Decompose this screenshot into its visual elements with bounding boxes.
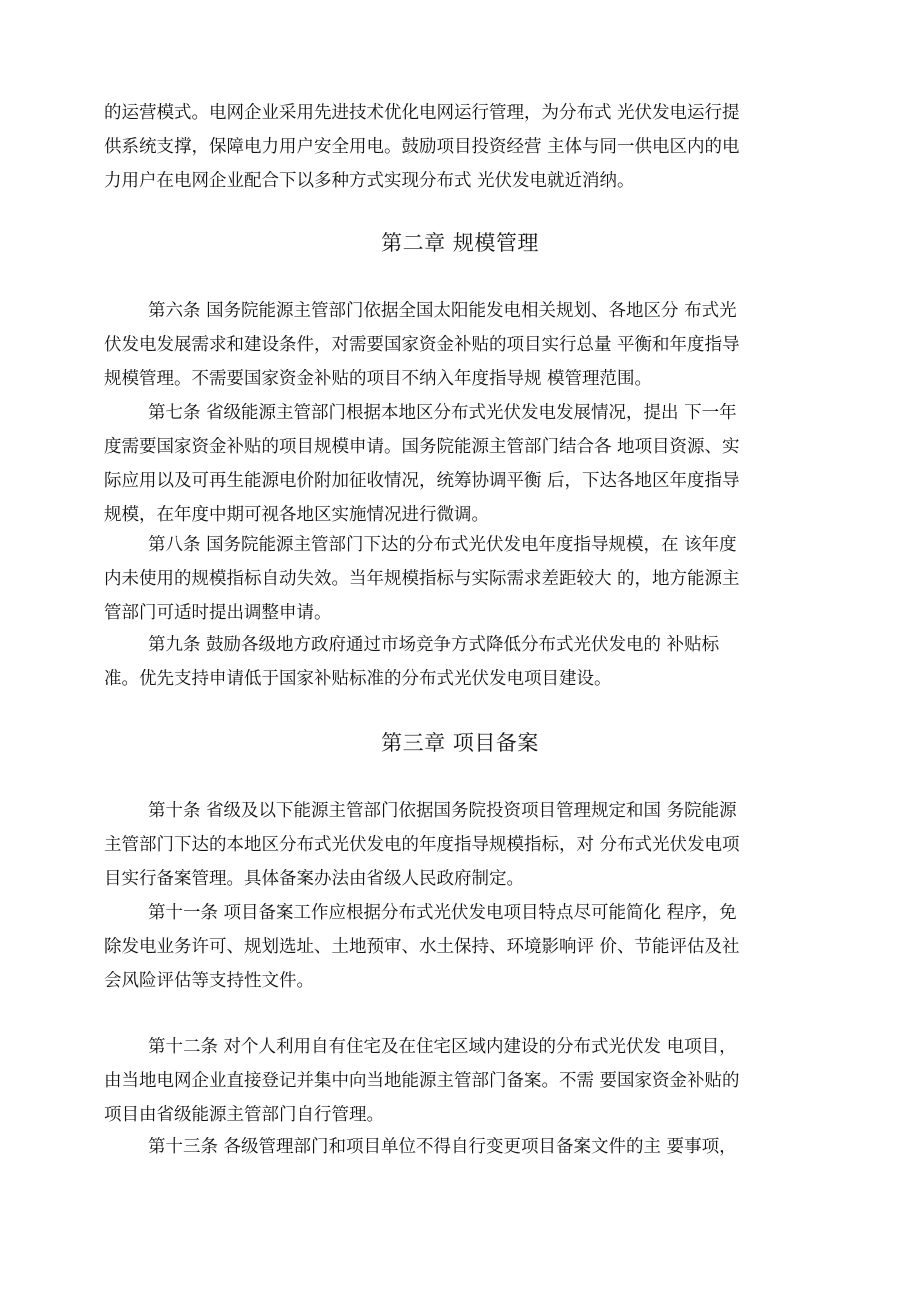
text-line: 第十条 省级及以下能源主管部门依据国务院投资项目管理规定和国 务院能源 bbox=[148, 801, 737, 821]
article-paragraph bbox=[104, 294, 822, 396]
text-line: 准。优先支持申请低于国家补贴标准的分布式光伏发电项目建设。 bbox=[104, 669, 612, 689]
article-paragraph bbox=[104, 794, 822, 896]
text-line: 力用户在电网企业配合下以多种方式实现分布式 光伏发电就近消纳。 bbox=[104, 171, 635, 191]
text-line: 供系统支撑，保障电力用户安全用电。鼓励项目投资经营 主体与同一供电区内的电 bbox=[104, 137, 740, 157]
text-line: 第八条 国务院能源主管部门下达的分布式光伏发电年度指导规模，在 该年度 bbox=[148, 535, 737, 555]
text-line: 主管部门下达的本地区分布式光伏发电的年度指导规模指标，对 分布式光伏发电项 bbox=[104, 835, 740, 855]
text-line: 管部门可适时提出调整申请。 bbox=[104, 603, 332, 623]
text-line: 会风险评估等支持性文件。 bbox=[104, 971, 314, 991]
article-paragraph bbox=[104, 396, 822, 532]
text-line: 第十一条 项目备案工作应根据分布式光伏发电项目特点尽可能简化 程序，免 bbox=[148, 903, 737, 923]
text-line: 项目由省级能源主管部门自行管理。 bbox=[104, 1105, 384, 1125]
chapter-heading: 第二章 规模管理 bbox=[381, 231, 539, 255]
text-line: 规模管理。不需要国家资金补贴的项目不纳入年度指导规 模管理范围。 bbox=[104, 369, 653, 389]
text-line: 度需要国家资金补贴的项目规模申请。国务院能源主管部门结合各 地项目资源、实 bbox=[104, 437, 740, 457]
text-line: 由当地电网企业直接登记并集中向当地能源主管部门备案。不需 要国家资金补贴的 bbox=[104, 1071, 740, 1091]
article-paragraph bbox=[104, 1030, 822, 1132]
text-line: 的运营模式。电网企业采用先进技术优化电网运行管理，为分布式 光伏发电运行提 bbox=[104, 103, 740, 123]
text-line: 第七条 省级能源主管部门根据本地区分布式光伏发电发展情况，提出 下一年 bbox=[148, 403, 737, 423]
text-line: 规模，在年度中期可视各地区实施情况进行微调。 bbox=[104, 505, 489, 525]
article-paragraph bbox=[104, 628, 822, 696]
text-line: 第十三条 各级管理部门和项目单位不得自行变更项目备案文件的主 要事项， bbox=[148, 1137, 737, 1157]
text-line: 际应用以及可再生能源电价附加征收情况，统筹协调平衡 后，下达各地区年度指导 bbox=[104, 471, 740, 491]
chapter-heading: 第三章 项目备案 bbox=[381, 731, 539, 755]
intro-paragraph bbox=[104, 96, 822, 198]
text-line: 内未使用的规模指标自动失效。当年规模指标与实际需求差距较大 的，地方能源主 bbox=[104, 569, 740, 589]
text-line: 第十二条 对个人利用自有住宅及在住宅区域内建设的分布式光伏发 电项目， bbox=[148, 1037, 737, 1057]
text-line: 第九条 鼓励各级地方政府通过市场竞争方式降低分布式光伏发电的 补贴标 bbox=[148, 635, 720, 655]
article-paragraph bbox=[104, 896, 822, 998]
text-line: 伏发电发展需求和建设条件，对需要国家资金补贴的项目实行总量 平衡和年度指导 bbox=[104, 335, 740, 355]
text-line: 除发电业务许可、规划选址、土地预审、水土保持、环境影响评 价、节能评估及社 bbox=[104, 937, 740, 957]
text-line: 目实行备案管理。具体备案办法由省级人民政府制定。 bbox=[104, 869, 524, 889]
article-paragraph bbox=[104, 528, 822, 630]
article-paragraph bbox=[104, 1130, 822, 1164]
text-line: 第六条 国务院能源主管部门依据全国太阳能发电相关规划、各地区分 布式光 bbox=[148, 301, 737, 321]
